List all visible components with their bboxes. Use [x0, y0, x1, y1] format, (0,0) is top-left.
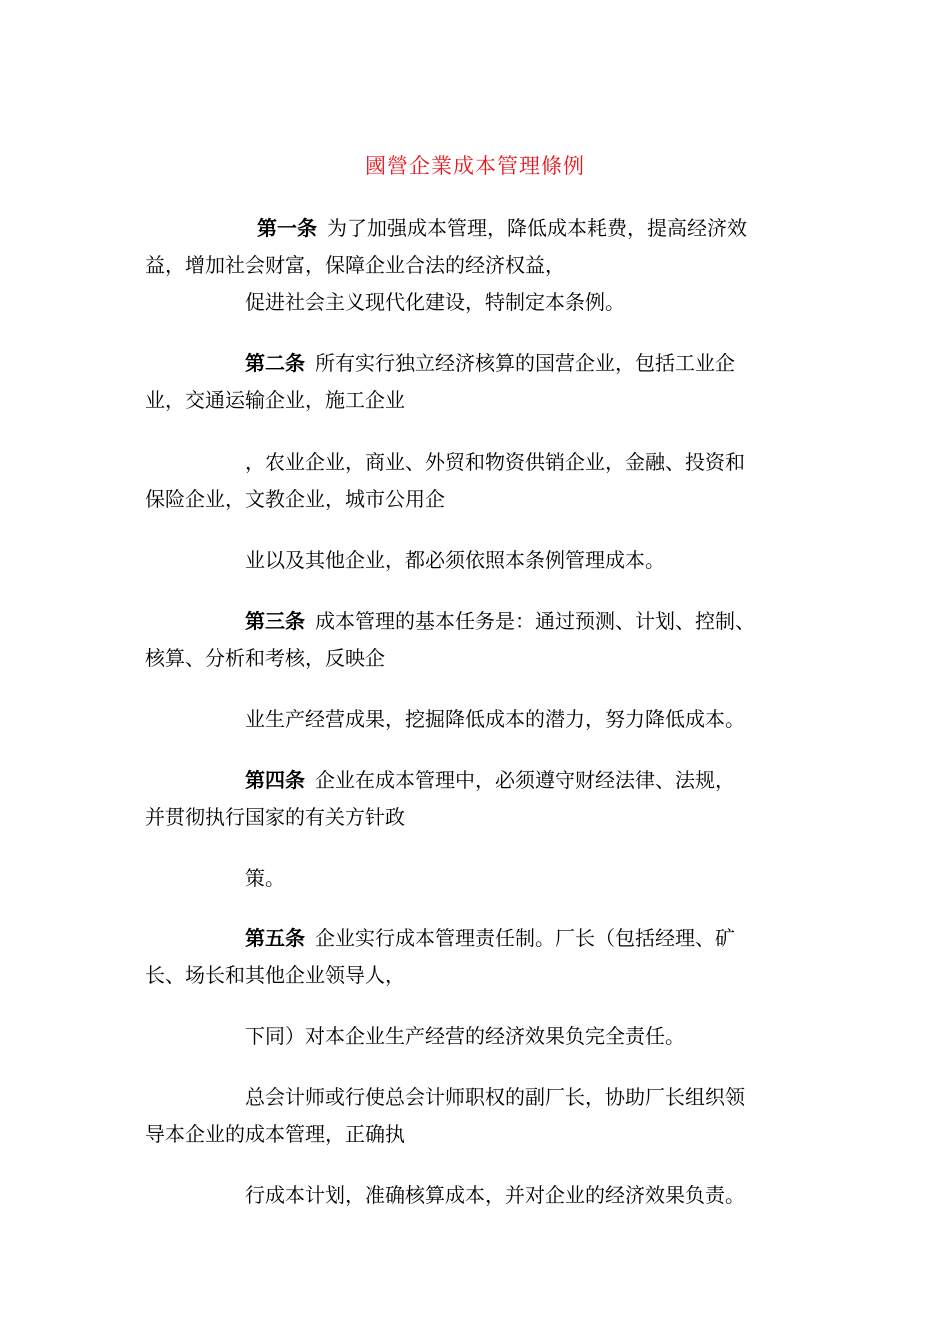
- article-1-continuation: [145, 284, 815, 321]
- article-5-line-3: 下同）对本企业生产经营的经济效果负完全责任。: [245, 1024, 685, 1048]
- article-3-line-2: 核算、分析和考核，反映企: [145, 646, 385, 670]
- article-3-text-1: 成本管理的基本任务是：通过预测、计划、控制、: [315, 609, 755, 633]
- article-2-line-4: 保险企业，文教企业，城市公用企: [145, 487, 445, 511]
- article-5-text-1: 企业实行成本管理责任制。厂长（包括经理、矿: [315, 926, 735, 950]
- article-1: [145, 210, 815, 284]
- article-5-line-6: 行成本计划，准确核算成本，并对企业的经济效果负责。: [245, 1183, 745, 1207]
- article-4-label: 第四条: [245, 768, 305, 792]
- article-1-line-1: [145, 210, 815, 247]
- article-1-text-1: 为了加强成本管理，降低成本耗费，提高经济效: [327, 216, 747, 240]
- article-3-continuation: [145, 701, 815, 738]
- article-3-label: 第三条: [245, 609, 305, 633]
- document-title: 國營企業成本管理條例: [365, 154, 585, 178]
- article-5-label: 第五条: [245, 926, 305, 950]
- article-2-continuation-b: [145, 542, 815, 579]
- article-4-line-1: [145, 762, 815, 799]
- article-4-text-1: 企业在成本管理中，必须遵守财经法律、法规，: [315, 768, 735, 792]
- article-5-line-4: 总会计师或行使总会计师职权的副厂长，协助厂长组织领: [245, 1085, 745, 1109]
- article-1-line-2: 益，增加社会财富，保障企业合法的经济权益，: [145, 253, 565, 277]
- article-4-line-2: 并贯彻执行国家的有关方针政: [145, 805, 405, 829]
- article-3-line-3: 业生产经营成果，挖掘降低成本的潜力，努力降低成本。: [245, 707, 745, 731]
- article-5-line-1: [145, 920, 815, 957]
- article-2-continuation-a: [145, 444, 815, 518]
- article-4-line-3: 策。: [245, 866, 285, 890]
- article-5-continuation-b: [145, 1079, 815, 1153]
- article-1-label: 第一条: [257, 216, 317, 240]
- article-3: [145, 603, 815, 677]
- article-5: [145, 920, 815, 994]
- article-2-line-1: [145, 345, 815, 382]
- article-5-continuation-c: [145, 1177, 815, 1214]
- article-2: [145, 345, 815, 419]
- article-1-line-3: 促进社会主义现代化建设，特制定本条例。: [245, 290, 625, 314]
- article-4-continuation: [145, 860, 815, 897]
- article-5-line-2: 长、场长和其他企业领导人，: [145, 963, 405, 987]
- article-2-label: 第二条: [245, 351, 305, 375]
- article-3-line-1: [145, 603, 815, 640]
- article-2-text-1: 所有实行独立经济核算的国营企业，包括工业企: [315, 351, 735, 375]
- article-4: [145, 762, 815, 836]
- article-2-line-5: 业以及其他企业，都必须依照本条例管理成本。: [245, 548, 665, 572]
- article-5-line-5: 导本企业的成本管理，正确执: [145, 1122, 405, 1146]
- article-5-continuation-a: [145, 1018, 815, 1055]
- article-2-line-3: ，农业企业，商业、外贸和物资供销企业，金融、投资和: [245, 450, 745, 474]
- article-2-line-2: 业，交通运输企业，施工企业: [145, 388, 405, 412]
